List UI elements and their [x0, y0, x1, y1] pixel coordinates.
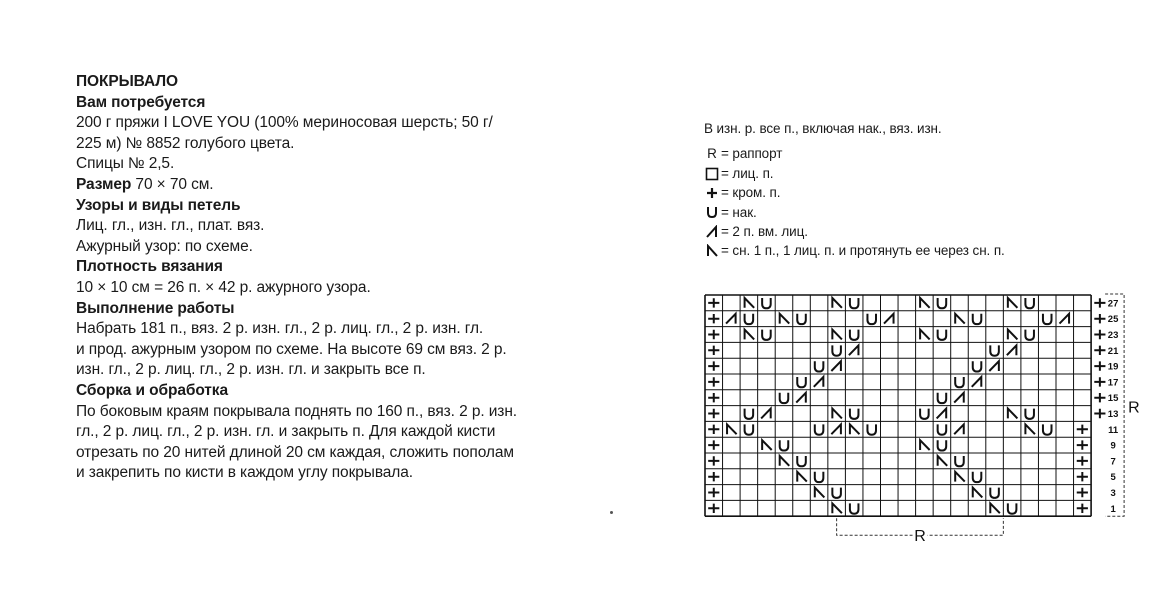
yarn-over-mark	[938, 298, 947, 308]
work-line: Набрать 181 п., вяз. 2 р. изн. гл., 2 р. лиц. гл., 2 р. изн. гл.	[76, 320, 484, 338]
k2tog-mark	[1060, 314, 1070, 324]
yarn-over-mark	[745, 314, 754, 324]
yarn-over-mark	[1025, 330, 1034, 340]
ssk-mark	[745, 330, 755, 340]
legend-item-label: = сн. 1 п., 1 лиц. п. и протянуть ее через сн. п.	[721, 243, 1005, 259]
k2tog-mark	[972, 377, 982, 387]
ssk-mark	[1008, 298, 1018, 308]
yarn-over-mark	[850, 298, 859, 308]
work-heading: Выполнение работы	[76, 299, 235, 317]
materials-line: 225 м) № 8852 голубого цвета.	[76, 134, 295, 152]
horizontal-repeat-label: R	[914, 528, 926, 546]
gauge-line: 10 × 10 см = 26 п. × 42 р. ажурного узора.	[76, 278, 371, 296]
materials-line: 200 г пряжи I LOVE YOU (100% мериносовая шерсть; 50 г/	[76, 114, 493, 132]
yarn-over-mark	[815, 472, 824, 482]
edge-stitch-mark	[1077, 440, 1088, 449]
ssk-mark	[920, 440, 930, 450]
row-number: 3	[1110, 488, 1116, 499]
k2tog-mark	[726, 314, 736, 324]
edge-stitch-mark	[708, 393, 719, 402]
row-number: 13	[1107, 409, 1119, 420]
k2tog-mark	[937, 409, 947, 419]
legend-item-label: = лиц. п.	[721, 165, 774, 181]
yarn-over-mark	[867, 314, 876, 324]
ssk-mark	[815, 488, 825, 498]
edge-stitch-mark	[708, 504, 719, 513]
edge-stitch-mark	[1094, 377, 1105, 386]
edge-stitch-mark	[1094, 361, 1105, 370]
edge-stitch-mark	[708, 314, 719, 323]
yarn-over-mark	[832, 488, 841, 498]
finishing-heading: Сборка и обработка	[76, 381, 228, 399]
ssk-mark	[797, 472, 807, 482]
ssk-mark	[832, 330, 842, 340]
ssk-mark	[1025, 424, 1035, 434]
edge-stitch-mark	[708, 346, 719, 355]
k2tog-mark	[796, 393, 806, 403]
yarn-over-mark	[973, 472, 982, 482]
ssk-mark	[727, 424, 737, 434]
yarn-over-mark	[762, 330, 771, 340]
stitches-line: Лиц. гл., изн. гл., плат. вяз.	[76, 217, 265, 235]
yarn-over-mark	[745, 409, 754, 419]
yarn-over-mark	[1043, 424, 1052, 434]
edge-stitch-mark	[708, 330, 719, 339]
stitches-line: Ажурный узор: по схеме.	[76, 237, 253, 255]
yarn-over-mark	[850, 503, 859, 513]
k2tog-mark	[831, 361, 841, 371]
needles-line: Спицы № 2,5.	[76, 155, 175, 173]
edge-stitch-mark	[1094, 393, 1105, 402]
k2tog-mark	[849, 345, 859, 355]
k2tog-mark	[761, 409, 771, 419]
yarn-over-mark	[920, 409, 929, 419]
k2tog-mark	[831, 424, 841, 434]
yarn-over-mark	[797, 456, 806, 466]
row-number: 7	[1110, 456, 1116, 468]
yarn-over-mark	[832, 345, 841, 355]
yarn-over-mark	[1008, 503, 1017, 513]
legend-intro: В изн. р. все п., включая нак., вяз. изн.	[704, 121, 942, 136]
pattern-title: ПОКРЫВАЛО	[76, 73, 179, 90]
yarn-over-mark	[815, 424, 824, 434]
row-number: 27	[1107, 298, 1119, 310]
legend-item-label: = нак.	[721, 204, 757, 220]
ssk-mark	[762, 440, 772, 450]
yarn-over-mark	[955, 456, 964, 466]
ssk-mark	[832, 503, 842, 513]
edge-stitch-mark	[708, 298, 719, 307]
yarn-over-mark	[990, 488, 999, 498]
vertical-repeat-label: R	[1128, 399, 1140, 417]
edge-stitch-mark	[1094, 346, 1105, 355]
edge-stitch-mark	[708, 456, 719, 465]
yarn-over-mark	[815, 361, 824, 371]
legend-item-label: = 2 п. вм. лиц.	[721, 224, 808, 240]
legend-item-label: = раппорт	[721, 146, 783, 162]
yarn-over-mark	[1043, 314, 1052, 324]
edge-stitch-mark	[708, 488, 719, 497]
edge-stitch-mark	[1094, 409, 1105, 418]
edge-stitch-mark	[1077, 504, 1088, 513]
yarn-over-mark	[973, 314, 982, 324]
k2tog-mark	[954, 424, 964, 434]
row-number: 23	[1107, 330, 1119, 341]
yarn-over-mark	[1025, 409, 1034, 419]
yarn-over-mark	[850, 409, 859, 419]
finishing-line: гл., 2 р. лиц. гл., 2 р. изн. гл. и закрыть п. Для каждой кисти	[76, 423, 496, 441]
edge-stitch-mark	[1077, 456, 1088, 465]
yarn-over-mark	[780, 440, 789, 450]
row-number: 5	[1110, 472, 1116, 484]
stitches-heading: Узоры и виды петель	[76, 196, 241, 214]
ssk-mark	[850, 424, 860, 434]
yarn-over-mark	[780, 393, 789, 403]
row-number: 11	[1108, 424, 1119, 436]
ssk-mark	[990, 503, 1000, 513]
yarn-over-mark	[973, 361, 982, 371]
yarn-over-mark	[955, 377, 964, 387]
size-label: Размер	[76, 175, 132, 193]
ssk-mark	[1008, 409, 1018, 419]
k2tog-mark	[989, 361, 999, 371]
row-number: 19	[1107, 361, 1119, 373]
yarn-over-mark	[1025, 298, 1034, 308]
ssk-mark	[955, 314, 965, 324]
yarn-over-mark	[762, 298, 771, 308]
finishing-line: По боковым краям покрывала поднять по 160 п., вяз. 2 р. изн.	[76, 402, 517, 420]
yarn-over-mark	[850, 330, 859, 340]
row-number: 17	[1107, 377, 1119, 389]
edge-stitch-mark	[708, 361, 719, 370]
edge-stitch-mark	[708, 472, 719, 481]
yarn-over-mark	[867, 424, 876, 434]
yarn-over-mark	[938, 330, 947, 340]
ssk-mark	[832, 409, 842, 419]
ssk-mark	[938, 456, 948, 466]
work-line: и прод. ажурным узором по схеме. На высоте 69 см вяз. 2 р.	[76, 340, 507, 358]
gauge-heading: Плотность вязания	[76, 258, 223, 276]
ssk-mark	[920, 330, 930, 340]
ssk-mark	[973, 488, 983, 498]
k2tog-mark	[954, 393, 964, 403]
edge-stitch-mark	[708, 440, 719, 449]
legend-item-label: = кром. п.	[721, 185, 781, 201]
yarn-over-mark	[938, 440, 947, 450]
row-number: 25	[1107, 314, 1119, 326]
row-number: 21	[1107, 345, 1119, 357]
finishing-line: и закрепить по кисти в каждом углу покрывала.	[76, 464, 413, 482]
work-line: изн. гл., 2 р. лиц. гл., 2 р. изн. гл. и закрыть все п.	[76, 361, 426, 379]
k2tog-mark	[814, 377, 824, 387]
ssk-mark	[780, 314, 790, 324]
size-value: 70 × 70 см.	[131, 175, 214, 193]
page-speck	[610, 511, 613, 514]
repeat-r-icon: R	[707, 146, 717, 162]
yarn-over-mark	[990, 345, 999, 355]
yarn-over-mark	[797, 377, 806, 387]
row-number: 9	[1110, 440, 1116, 452]
row-number: 15	[1107, 393, 1119, 405]
edge-stitch-mark	[1094, 314, 1105, 323]
ssk-mark	[745, 298, 755, 308]
k2tog-mark	[1007, 345, 1017, 355]
edge-stitch-mark	[1077, 488, 1088, 497]
edge-stitch-mark	[1077, 472, 1088, 481]
edge-stitch-mark	[1094, 330, 1105, 339]
edge-stitch-mark	[1077, 425, 1088, 434]
materials-heading: Вам потребуется	[76, 93, 206, 111]
row-number: 1	[1110, 503, 1116, 515]
yarn-over-mark	[745, 424, 754, 434]
ssk-mark	[832, 298, 842, 308]
edge-stitch-mark	[708, 409, 719, 418]
edge-stitch-mark	[708, 377, 719, 386]
finishing-line: отрезать по 20 нитей длиной 20 см каждая, сложить пополам	[76, 443, 514, 461]
ssk-mark	[1008, 330, 1018, 340]
k2tog-mark	[884, 314, 894, 324]
ssk-mark	[955, 472, 965, 482]
edge-stitch-mark	[708, 425, 719, 434]
yarn-over-mark	[938, 393, 947, 403]
edge-stitch-mark	[1094, 298, 1105, 307]
yarn-over-mark	[938, 424, 947, 434]
yarn-over-mark	[797, 314, 806, 324]
ssk-mark	[920, 298, 930, 308]
ssk-mark	[780, 456, 790, 466]
